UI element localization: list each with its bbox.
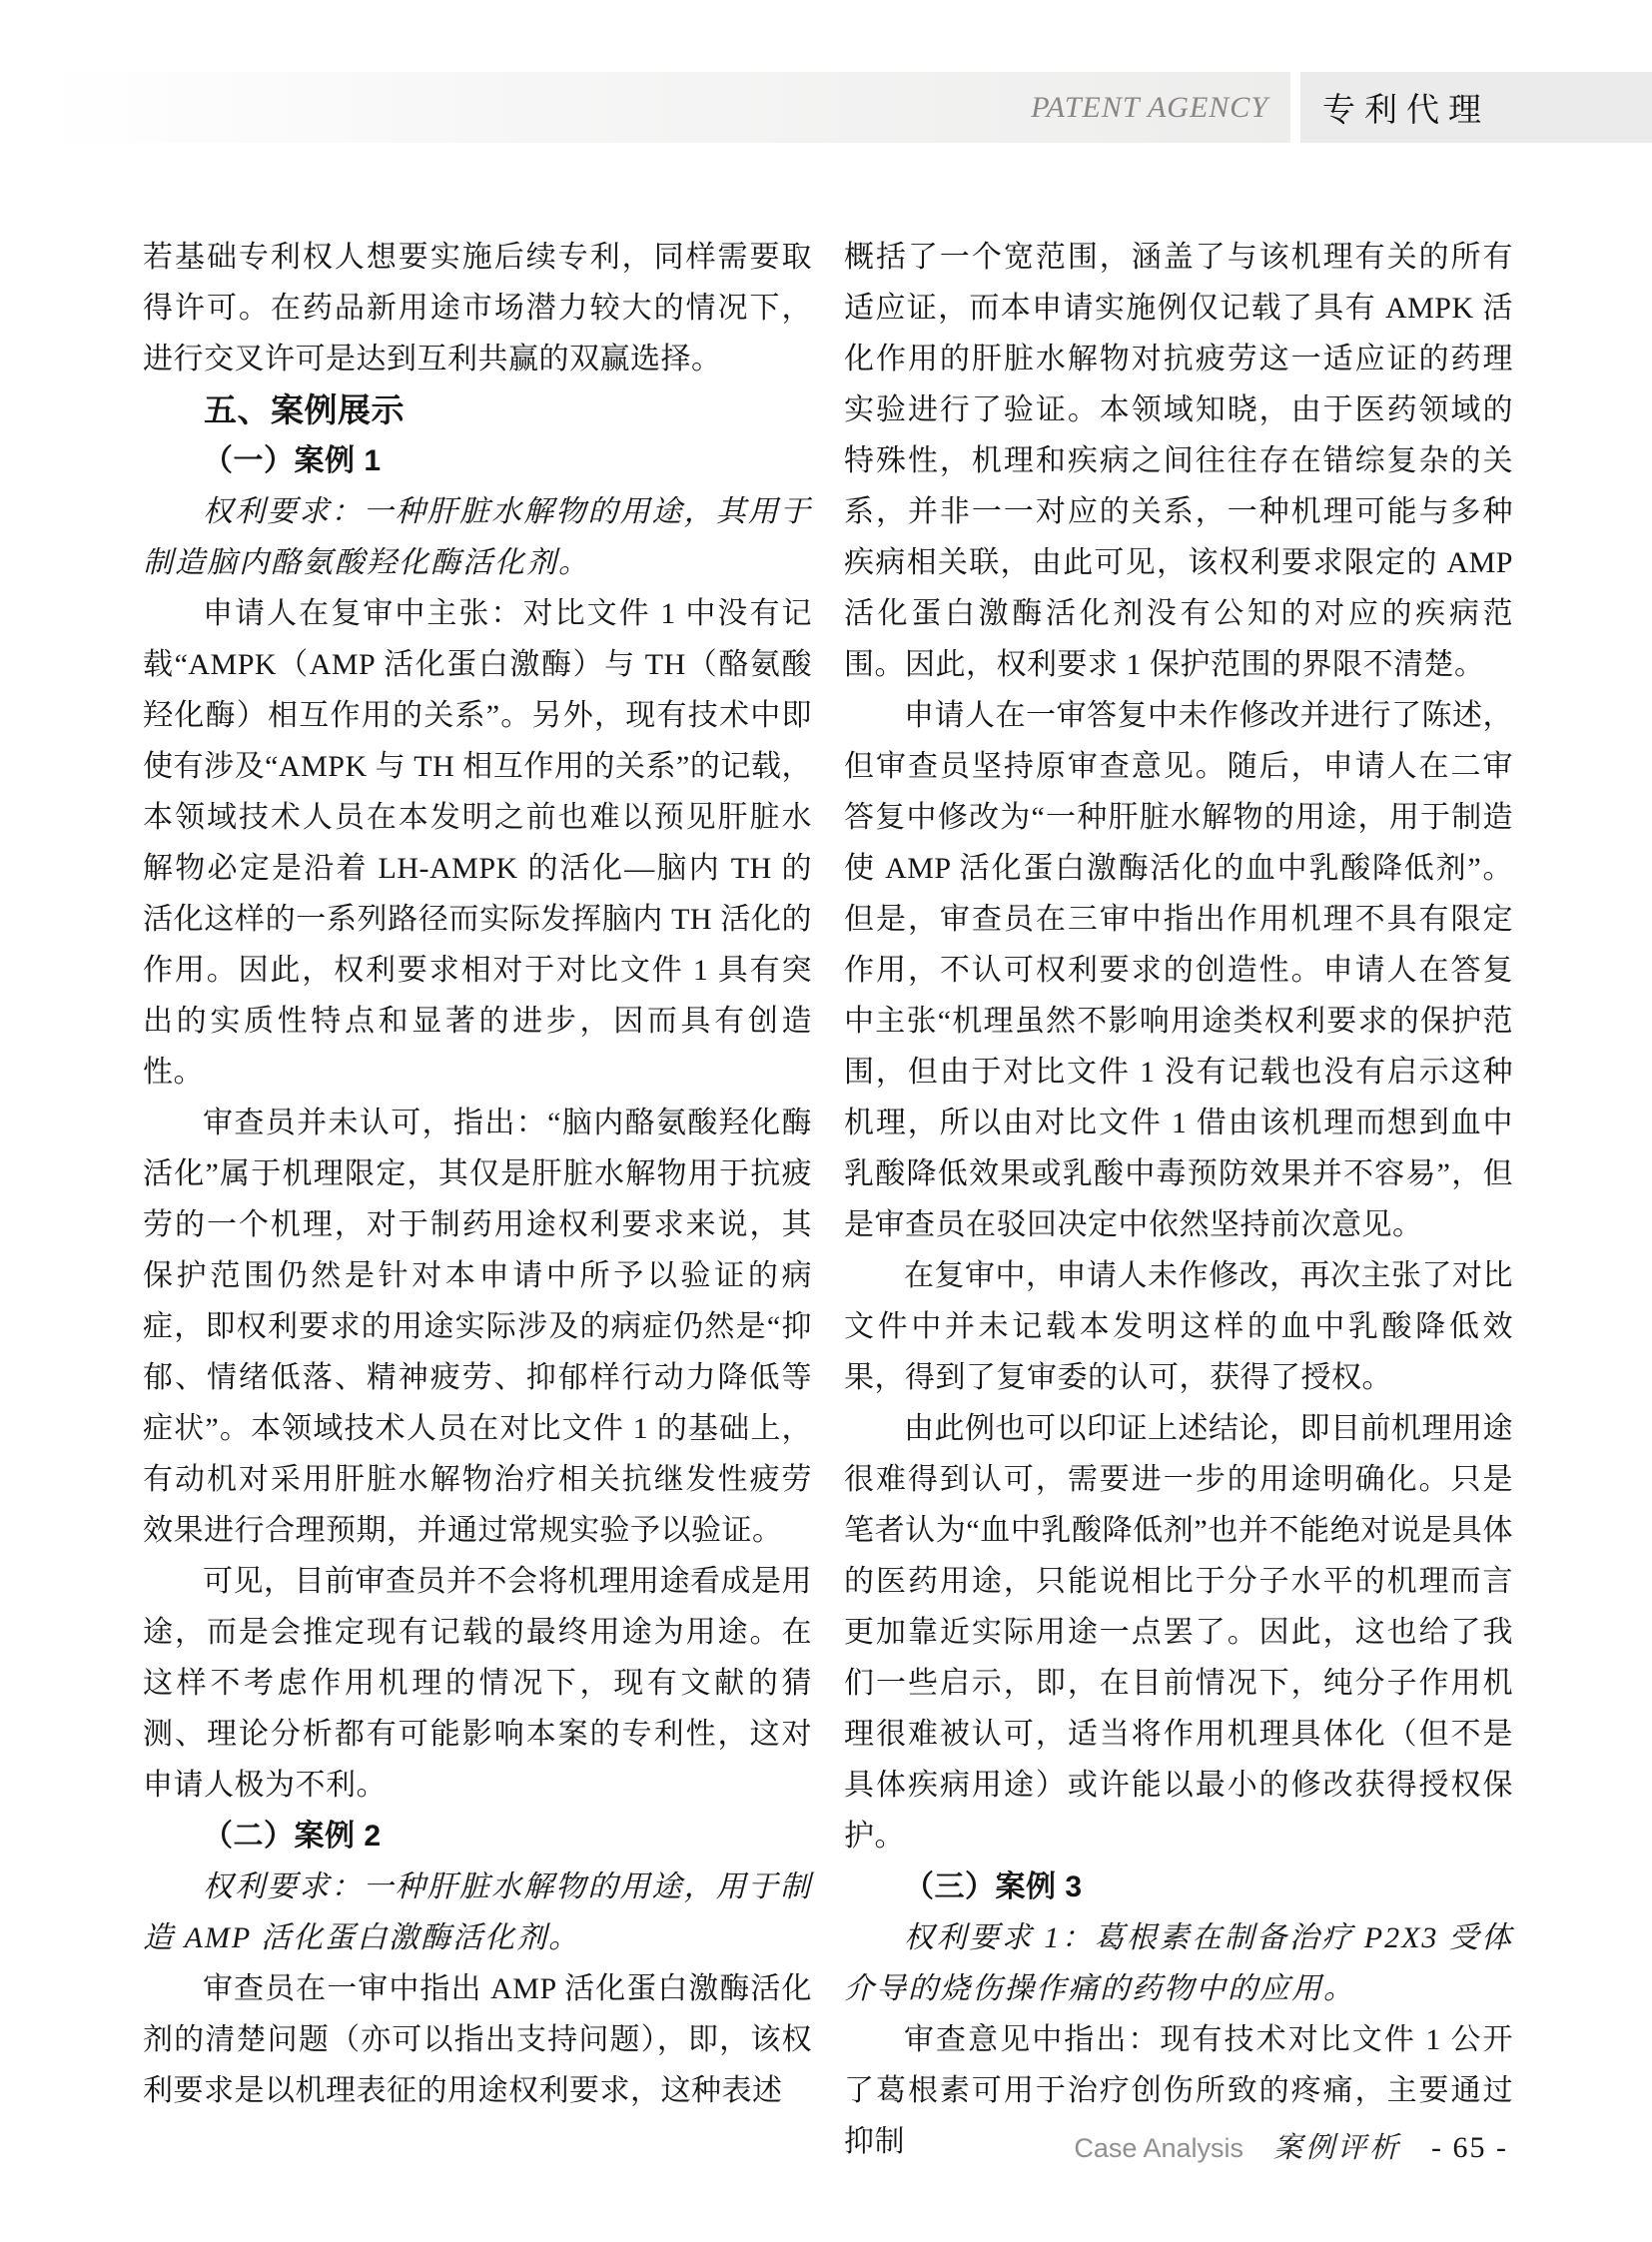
section-heading: 五、案例展示 (204, 391, 406, 428)
text-column-right (844, 232, 1513, 2167)
paragraph-continued: 若基础专利权人想要实施后续专利，同样需要取得许可。在药品新用途市场潜力较大的情况下，进行交叉许可是达到互利共赢的双赢选择。 (143, 241, 812, 375)
case-heading: （一）案例 1 (203, 444, 382, 477)
paragraph: 由此例也可以印证上述结论，即目前机理用途很难得到认可，需要进一步的用途明确化。只是笔者认为“血中乳酸降低剂”也并不能绝对说是具体的医药用途，只能说相比于分子水平的机理而言更加靠近实际用途一点罢了。因此，这也给了我们一些启示，即，在目前情况下，纯分子作用机理很难被认可，适当将作用机理具体化（但不是具体疾病用途）或许能以最小的修改获得授权保护。 (844, 1412, 1513, 1853)
case-heading: （三）案例 3 (904, 1870, 1083, 1903)
paragraph: 审查意见中指出：现有技术对比文件 1 公开了葛根素可用于治疗创伤所致的疼痛，主要通过抑制 (844, 2023, 1513, 2158)
claim-text: 权利要求：一种肝脏水解物的用途，其用于制造脑内酪氨酸羟化酶活化剂。 (143, 495, 812, 579)
paragraph: 可见，目前审查员并不会将机理用途看成是用途，而是会推定现有记载的最终用途为用途。在这样不考虑作用机理的情况下，现有文献的猜测、理论分析都有可能影响本案的专利性，这对申请人极为不利。 (143, 1565, 812, 1802)
paragraph: 在复审中，申请人未作修改，再次主张了对比文件中并未记载本发明这样的血中乳酸降低效果，得到了复审委的认可，获得了授权。 (844, 1259, 1513, 1394)
footer-section-en: Case Analysis (1074, 2133, 1243, 2163)
paragraph: 申请人在一审答复中未作修改并进行了陈述，但审查员坚持原审查意见。随后，申请人在二审答复中修改为“一种肝脏水解物的用途，用于制造使 AMP 活化蛋白激酶活化的血中乳酸降低剂”。但是，审查员在三审中指出作用机理不具有限定作用，不认可权利要求的创造性。申请人在答复中主张“机理虽然不影响用途类权利要求的保护范围，但由于对比文件 1 没有记载也没有启示这种机理，所以由对比文件 1 借由该机理而想到血中乳酸降低效果或乳酸中毒预防效果并不容易”，但是审查员在驳回决定中依然坚持前次意见。 (844, 699, 1513, 1241)
paragraph: 审查员并未认可，指出：“脑内酪氨酸羟化酶活化”属于机理限定，其仅是肝脏水解物用于抗疲劳的一个机理，对于制药用途权利要求来说，其保护范围仍然是针对本申请中所予以验证的病症，即权利要求的用途实际涉及的病症仍然是“抑郁、情绪低落、精神疲劳、抑郁样行动力降低等症状”。本领域技术人员在对比文件 1 的基础上，有动机对采用肝脏水解物治疗相关抗继发性疲劳效果进行合理预期，并通过常规实验予以验证。 (143, 1107, 812, 1547)
paragraph: 申请人在复审中主张：对比文件 1 中没有记载“AMPK（AMP 活化蛋白激酶）与 TH（酪氨酸羟化酶）相互作用的关系”。另外，现有技术中即使有涉及“AMPK 与 TH 相互作用的关系”的记载，本领域技术人员在本发明之前也难以预见肝脏水解物必定是沿着 LH-AMPK 的活化—脑内 TH 的活化这样的一系列路径而实际发挥脑内 TH 活化的作用。因此，权利要求相对于对比文件 1 具有突出的实质性特点和显著的进步，因而具有创造性。 (143, 597, 812, 1089)
text-column-left (143, 232, 812, 2116)
paragraph: 审查员在一审中指出 AMP 活化蛋白激酶活化剂的清楚问题（亦可以指出支持问题），即，该权利要求是以机理表征的用途权利要求，这种表述 (143, 1972, 812, 2107)
claim-text: 权利要求：一种肝脏水解物的用途，用于制造 AMP 活化蛋白激酶活化剂。 (143, 1870, 812, 1954)
header-section-title-cn: 专利代理 (1322, 91, 1490, 128)
footer-page-number: - 65 - (1431, 2131, 1508, 2164)
case-heading: （二）案例 2 (203, 1820, 382, 1853)
header-band (40, 72, 1290, 143)
header-section-box (1300, 72, 1652, 143)
paragraph-continued: 概括了一个宽范围，涵盖了与该机理有关的所有适应证，而本申请实施例仅记载了具有 AMPK 活化作用的肝脏水解物对抗疲劳这一适应证的药理实验进行了验证。本领域知晓，由于医药领域的特殊性，机理和疾病之间往往存在错综复杂的关系，并非一一对应的关系，一种机理可能与多种疾病相关联，由此可见，该权利要求限定的 AMP 活化蛋白激酶活化剂没有公知的对应的疾病范围。因此，权利要求 1 保护范围的界限不清楚。 (844, 241, 1513, 681)
claim-text: 权利要求 1：葛根素在制备治疗 P2X3 受体介导的烧伤操作痛的药物中的应用。 (844, 1921, 1513, 2005)
footer-section-cn: 案例评析 (1273, 2132, 1402, 2164)
header-journal-name-en: PATENT AGENCY (1031, 90, 1268, 124)
page-footer (1074, 2125, 1508, 2166)
